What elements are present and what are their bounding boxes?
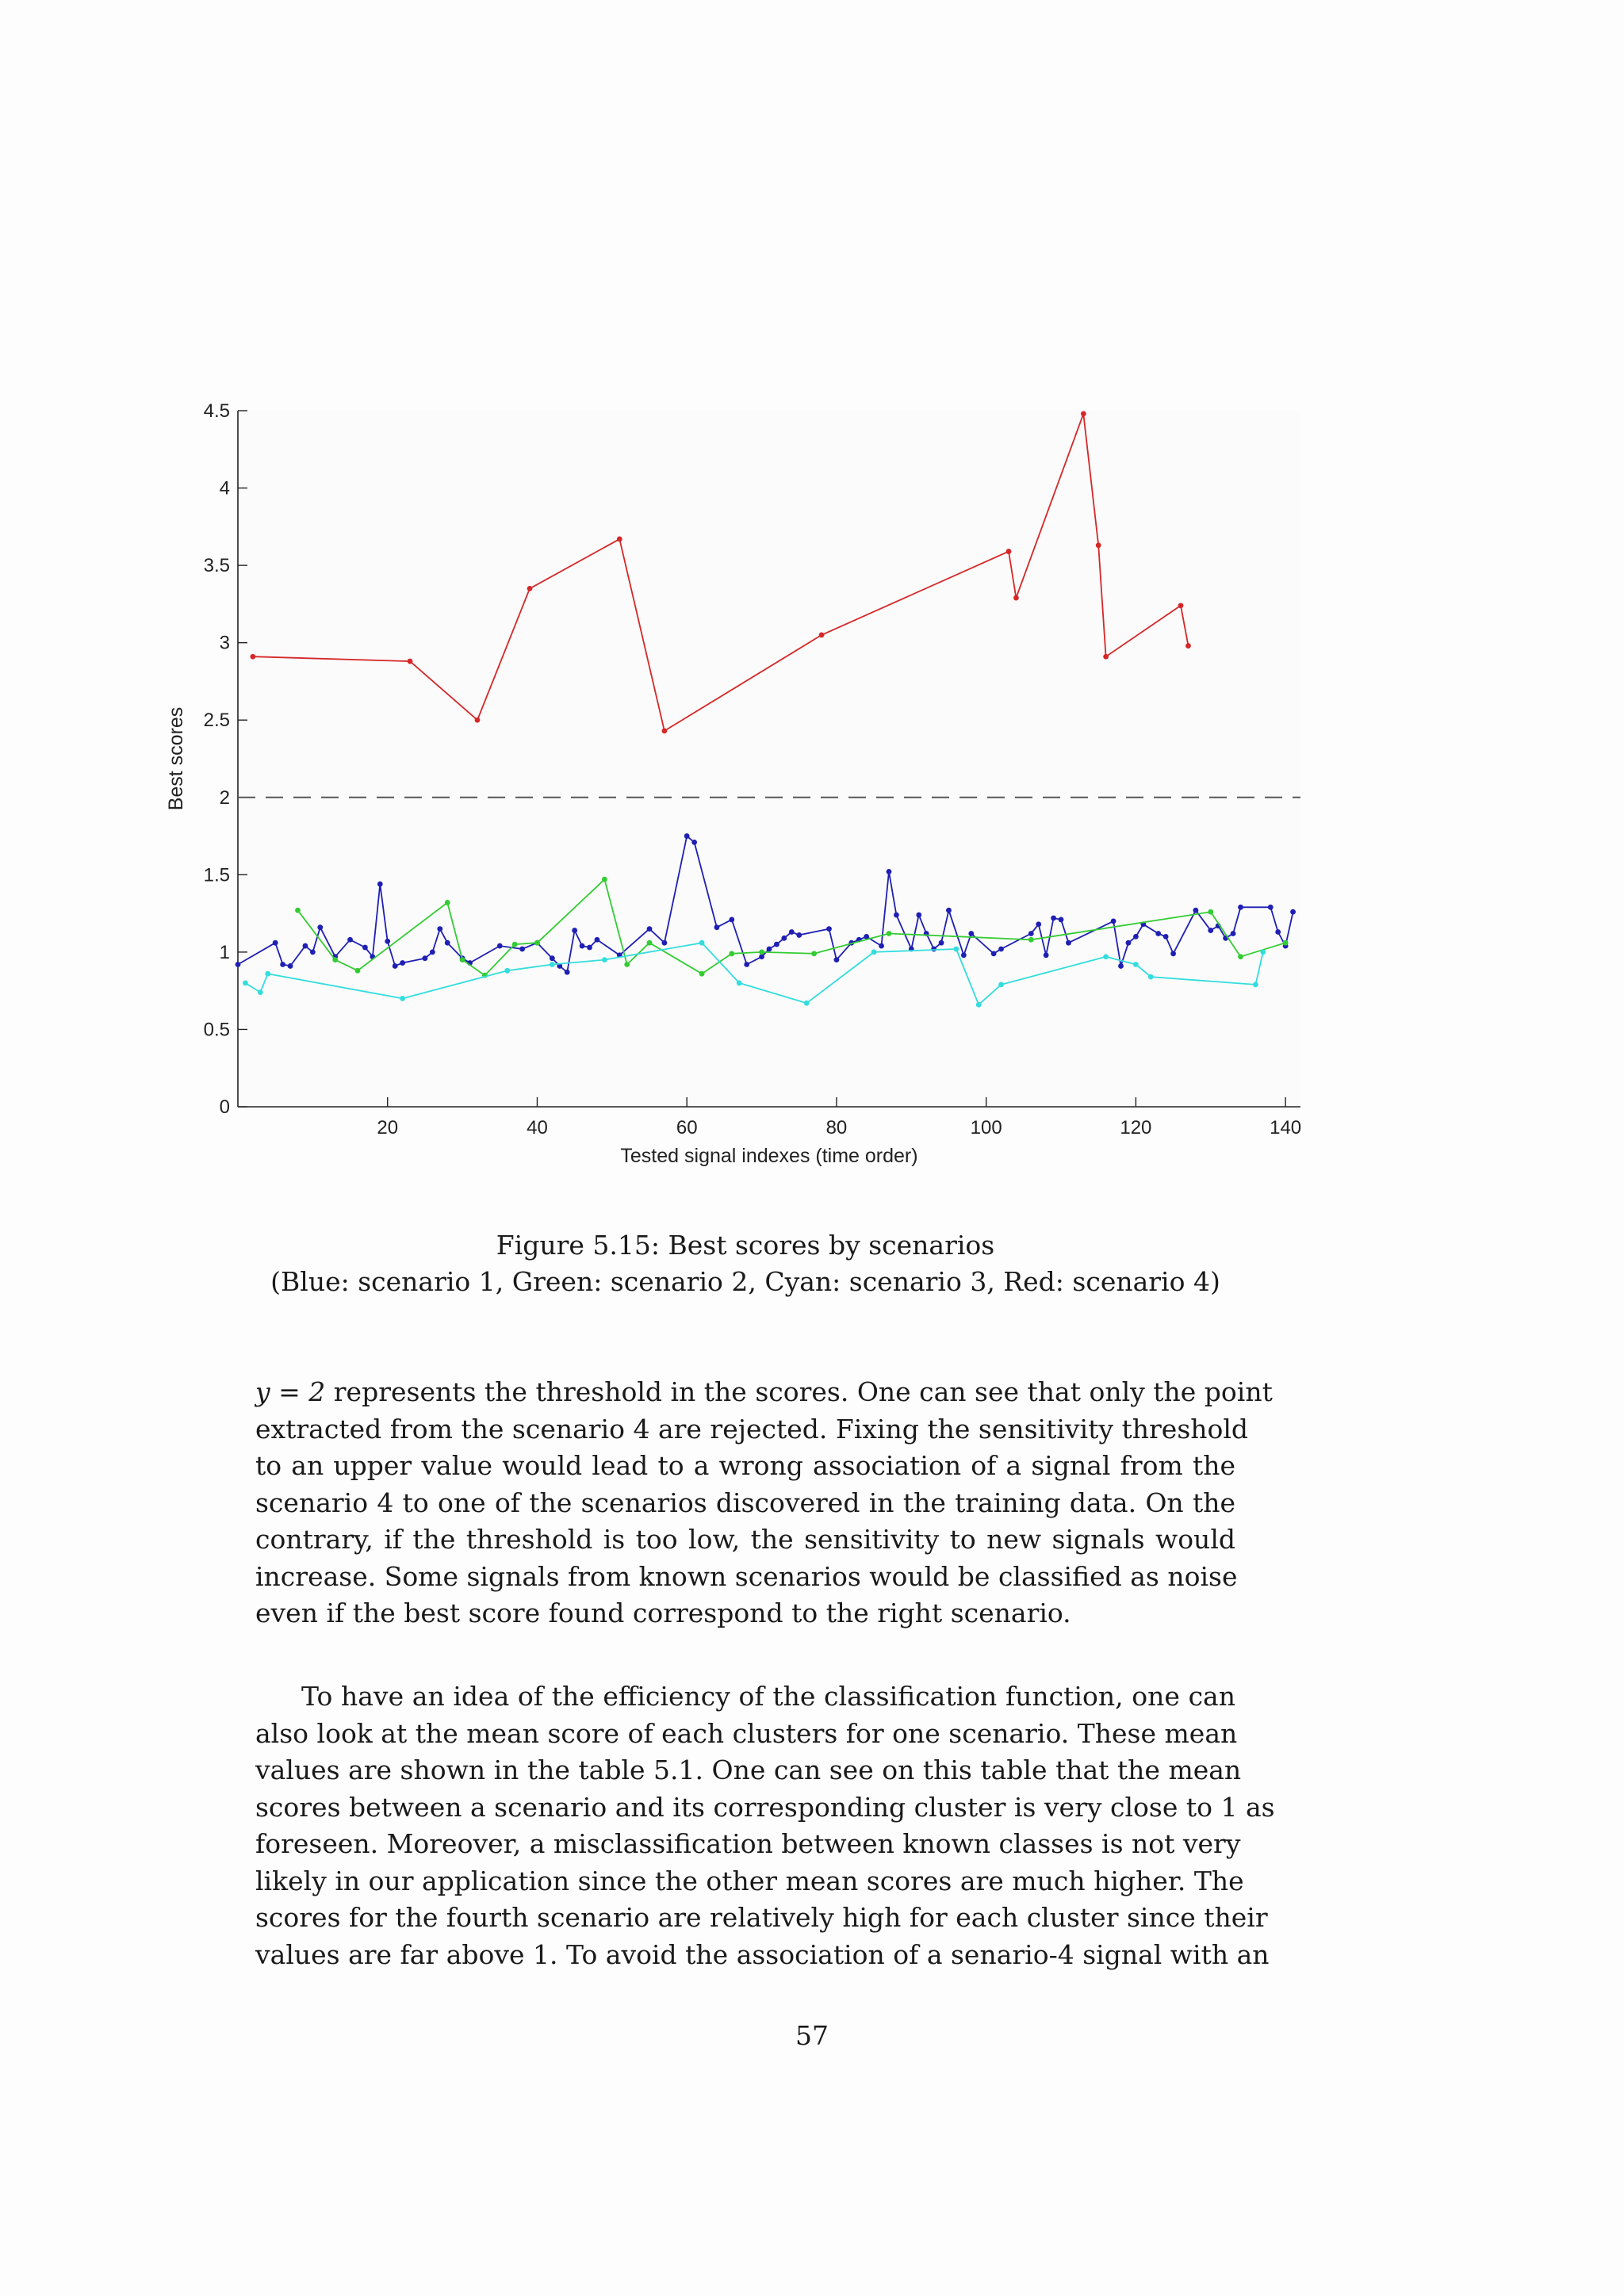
data-point-series-3 [1148, 974, 1154, 980]
data-point-series-1 [767, 947, 772, 952]
data-point-series-1 [423, 955, 428, 961]
data-point-series-4 [408, 659, 413, 664]
data-point-series-1 [998, 947, 1004, 952]
data-point-series-1 [1133, 934, 1139, 939]
data-point-series-3 [602, 957, 607, 962]
x-tick-label: 20 [377, 1117, 399, 1138]
data-point-series-1 [1163, 934, 1169, 939]
data-point-series-4 [475, 718, 481, 723]
data-point-series-3 [998, 982, 1004, 987]
paragraph-line: To have an idea of the efficiency of the classification function, one can [301, 1681, 1235, 1712]
data-point-series-1 [572, 928, 577, 933]
data-point-series-3 [699, 940, 705, 946]
data-point-series-1 [661, 940, 667, 946]
data-point-series-1 [744, 962, 749, 967]
page-number: 57 [795, 2020, 829, 2051]
data-point-series-1 [303, 943, 308, 949]
data-point-series-1 [273, 940, 278, 946]
data-point-series-1 [879, 943, 884, 949]
data-point-series-1 [377, 882, 383, 887]
data-point-series-1 [497, 943, 503, 949]
data-point-series-2 [1238, 954, 1243, 959]
data-point-series-1 [595, 937, 600, 943]
data-point-series-1 [789, 929, 795, 935]
y-axis-label: Best scores [165, 706, 187, 811]
y-tick-label: 3.5 [203, 555, 230, 577]
data-point-series-1 [714, 924, 720, 930]
data-point-series-4 [617, 537, 622, 542]
data-point-series-1 [400, 960, 405, 966]
paragraph-efficiency [255, 1678, 1275, 1973]
y-tick-label: 1 [219, 941, 230, 963]
data-point-series-3 [400, 996, 405, 1001]
data-point-series-2 [445, 900, 450, 905]
paragraph-line: scenario 4 to one of the scenarios discovered in the training data. On the [255, 1487, 1235, 1518]
data-point-series-2 [647, 940, 653, 946]
data-point-series-3 [258, 989, 263, 995]
data-point-series-1 [759, 954, 764, 959]
data-point-series-3 [1133, 962, 1139, 967]
data-point-series-1 [1155, 931, 1161, 936]
y-tick-label: 3 [219, 632, 230, 654]
data-point-series-2 [759, 949, 764, 955]
data-point-series-2 [355, 968, 361, 974]
data-point-series-1 [834, 957, 840, 962]
data-point-series-1 [1066, 940, 1071, 946]
data-point-series-1 [1126, 940, 1132, 946]
caption-line-1: Figure 5.15: Best scores by scenarios [496, 1230, 995, 1261]
figure-5-15 [151, 388, 1324, 1173]
x-tick-label: 120 [1120, 1117, 1152, 1138]
caption-line-2: (Blue: scenario 1, Green: scenario 2, Cyan: scenario 3, Red: scenario 4) [270, 1266, 1220, 1297]
data-point-series-1 [393, 963, 398, 969]
data-point-series-2 [699, 971, 705, 977]
data-point-series-1 [437, 926, 442, 932]
data-point-series-4 [527, 586, 533, 591]
data-point-series-1 [1238, 905, 1243, 910]
data-point-series-1 [647, 926, 653, 932]
data-point-series-1 [362, 945, 368, 951]
y-tick-label: 4.5 [203, 400, 230, 422]
data-point-series-1 [236, 962, 241, 967]
data-point-series-2 [1283, 940, 1289, 946]
data-point-series-1 [1170, 951, 1176, 956]
data-point-series-1 [894, 913, 899, 918]
data-point-series-2 [602, 877, 607, 882]
data-point-series-4 [250, 654, 255, 660]
data-point-series-1 [550, 955, 555, 961]
paragraph-line: likely in our application since the other mean scores are much higher. The [255, 1865, 1244, 1896]
data-point-series-1 [1059, 917, 1064, 923]
data-point-series-3 [737, 981, 742, 986]
data-point-series-1 [691, 840, 697, 845]
data-point-series-1 [519, 947, 525, 952]
data-point-series-1 [1111, 918, 1116, 924]
data-point-series-4 [1006, 549, 1012, 554]
data-point-series-2 [512, 942, 518, 947]
x-tick-label: 100 [970, 1117, 1002, 1138]
data-point-series-3 [954, 947, 959, 952]
data-point-series-4 [1103, 654, 1109, 660]
math-expression: y = 2 [255, 1376, 326, 1407]
data-point-series-1 [781, 936, 787, 941]
data-point-series-1 [684, 833, 690, 839]
data-point-series-2 [624, 962, 630, 967]
paragraph-threshold [255, 1374, 1273, 1632]
y-tick-label: 1.5 [203, 864, 230, 886]
data-point-series-2 [1208, 909, 1213, 915]
paragraph-line: increase. Some signals from known scenarios would be classified as noise [255, 1560, 1238, 1592]
data-point-series-3 [550, 962, 555, 967]
data-point-series-2 [811, 951, 817, 956]
data-point-series-1 [280, 962, 285, 967]
data-point-series-4 [1013, 595, 1019, 601]
data-point-series-4 [1081, 411, 1086, 417]
paragraph-line: scores for the fourth scenario are relatively high for each cluster since their [255, 1902, 1268, 1933]
data-point-series-3 [976, 1002, 982, 1008]
paragraph-line: contrary, if the threshold is too low, the sensitivity to new signals would [255, 1524, 1235, 1555]
paragraph-line: even if the best score found correspond to the right scenario. [255, 1598, 1071, 1628]
y-tick-label: 2.5 [203, 710, 230, 732]
x-tick-label: 80 [825, 1117, 848, 1138]
paragraph-line: foreseen. Moreover, a misclassification between known classes is not very [255, 1828, 1241, 1859]
data-point-series-1 [1051, 916, 1056, 921]
data-point-series-3 [871, 949, 877, 955]
data-point-series-1 [774, 942, 779, 947]
data-point-series-4 [819, 633, 825, 638]
paragraph-line: extracted from the scenario 4 are rejected. Fixing the sensitivity threshold [255, 1413, 1249, 1445]
data-point-series-1 [1036, 921, 1041, 927]
data-point-series-1 [1275, 929, 1281, 935]
best-scores-chart [151, 388, 1324, 1173]
data-point-series-2 [729, 951, 734, 956]
data-point-series-3 [243, 981, 248, 986]
data-point-series-1 [1290, 909, 1296, 915]
data-point-series-1 [916, 913, 921, 918]
data-point-series-1 [1028, 931, 1034, 936]
data-point-series-2 [332, 957, 338, 962]
data-point-series-1 [1118, 963, 1124, 969]
paragraph-line: to an upper value would lead to a wrong association of a signal from the [255, 1450, 1235, 1481]
data-point-series-1 [430, 949, 435, 955]
data-point-series-1 [580, 943, 585, 949]
data-point-series-1 [347, 937, 353, 943]
data-point-series-1 [1231, 931, 1236, 936]
y-tick-label: 2 [219, 786, 230, 809]
data-point-series-3 [1103, 954, 1109, 959]
data-point-series-1 [1193, 908, 1198, 913]
data-point-series-1 [1208, 928, 1213, 933]
data-point-series-1 [946, 908, 952, 913]
data-point-series-1 [931, 947, 936, 952]
x-tick-label: 140 [1270, 1117, 1302, 1138]
data-point-series-1 [385, 939, 390, 944]
data-point-series-2 [887, 931, 892, 936]
data-point-series-2 [534, 940, 540, 946]
data-point-series-1 [796, 932, 802, 938]
data-point-series-1 [288, 963, 293, 969]
data-point-series-3 [1260, 949, 1266, 955]
x-axis-label: Tested signal indexes (time order) [620, 1145, 918, 1167]
data-point-series-1 [961, 952, 967, 958]
paragraph-line: y = 2 represents the threshold in the scores. One can see that only the point [255, 1376, 1273, 1407]
x-tick-label: 60 [676, 1117, 698, 1138]
data-point-series-1 [445, 940, 450, 946]
data-point-series-1 [310, 949, 316, 955]
paragraph-line: also look at the mean score of each clusters for one scenario. These mean [255, 1717, 1238, 1749]
plot-area [238, 411, 1300, 1107]
paragraph-line: scores between a scenario and its corresponding cluster is very close to 1 as [255, 1791, 1275, 1823]
data-point-series-4 [1178, 603, 1184, 608]
data-point-series-1 [826, 926, 832, 932]
data-point-series-4 [1185, 643, 1191, 649]
data-point-series-2 [1028, 937, 1034, 943]
data-point-series-4 [1096, 542, 1101, 548]
data-point-series-1 [729, 917, 734, 923]
paragraph-line: values are far above 1. To avoid the association of a senario-4 signal with an [255, 1938, 1270, 1970]
data-point-series-1 [317, 924, 323, 930]
data-point-series-3 [265, 971, 270, 977]
data-point-series-2 [460, 957, 465, 962]
data-point-series-3 [804, 1001, 810, 1006]
x-tick-label: 40 [527, 1117, 548, 1138]
data-point-series-3 [1253, 982, 1258, 987]
data-point-series-1 [1044, 952, 1049, 958]
data-point-series-4 [661, 728, 667, 733]
data-point-series-1 [587, 945, 592, 951]
y-tick-label: 0.5 [203, 1019, 230, 1041]
data-point-series-1 [887, 869, 892, 874]
y-tick-label: 4 [219, 477, 230, 499]
data-point-series-1 [939, 940, 944, 946]
y-tick-label: 0 [219, 1096, 230, 1118]
data-point-series-3 [504, 968, 510, 974]
paragraph-line: values are shown in the table 5.1. One can see on this table that the mean [255, 1755, 1242, 1785]
data-point-series-1 [565, 970, 570, 975]
figure-caption [198, 1227, 1293, 1300]
data-point-series-1 [1268, 905, 1274, 910]
data-point-series-1 [991, 951, 997, 956]
data-point-series-1 [968, 931, 974, 936]
data-point-series-2 [295, 908, 301, 913]
